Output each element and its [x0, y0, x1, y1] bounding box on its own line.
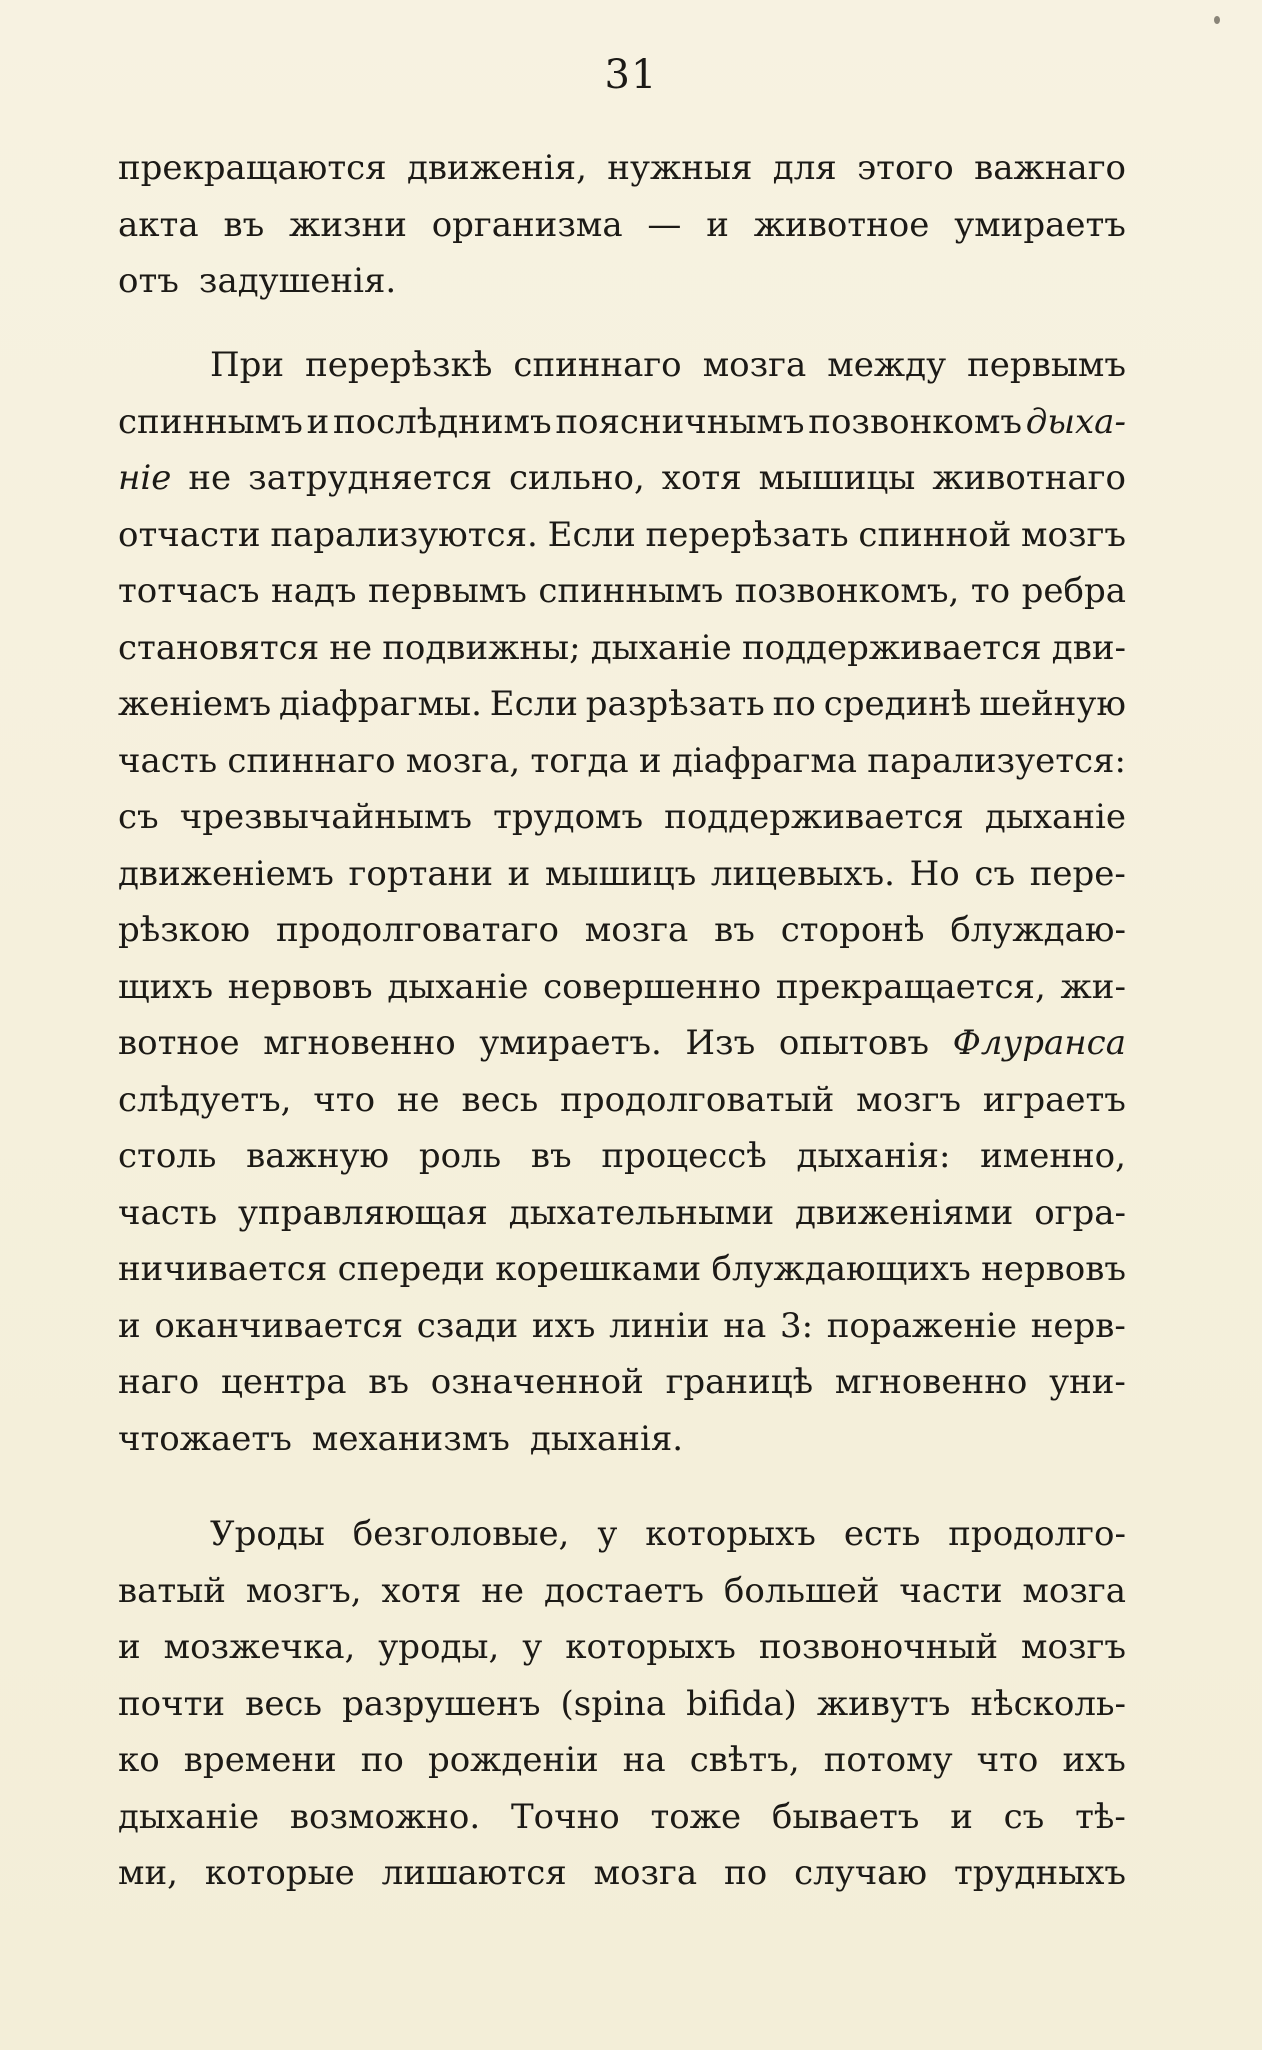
- word: мозга,: [405, 740, 521, 781]
- word: опытовъ: [778, 1023, 930, 1063]
- word: и: [638, 740, 662, 781]
- text-line: [118, 253, 1126, 310]
- word: мозжечка,: [163, 1627, 356, 1667]
- word: то: [970, 571, 1011, 611]
- page-number: 31: [604, 52, 658, 98]
- word: и: [706, 204, 729, 245]
- word: мозга: [593, 1853, 698, 1893]
- word: спереди: [337, 1249, 485, 1289]
- word: играетъ: [982, 1079, 1126, 1120]
- word: именно,: [980, 1136, 1126, 1176]
- word: ко: [118, 1740, 160, 1780]
- word: на: [622, 1740, 666, 1780]
- word: оканчивается: [154, 1305, 404, 1346]
- word: процессѣ: [601, 1136, 767, 1176]
- word: Если: [547, 514, 636, 555]
- word: поддерживается: [664, 797, 964, 837]
- word: у: [597, 1514, 618, 1554]
- word: часть: [118, 740, 218, 781]
- word: трудомъ: [493, 797, 644, 837]
- text-line: [118, 620, 1126, 677]
- word: разрѣзать: [585, 684, 765, 724]
- word: линіи: [609, 1305, 710, 1346]
- word: нервовъ: [981, 1249, 1126, 1289]
- text-line: [118, 1298, 1126, 1355]
- page-blemish: [1214, 16, 1220, 24]
- word: тотчасъ: [118, 571, 260, 611]
- word: блуждаю-: [950, 910, 1126, 950]
- word: не: [481, 1570, 525, 1611]
- word: достаетъ: [543, 1570, 705, 1611]
- word: животное: [753, 204, 930, 245]
- text-line: [118, 1015, 1126, 1072]
- word: по: [360, 1740, 404, 1780]
- word: свѣтъ,: [689, 1740, 800, 1780]
- word: ихъ: [531, 1305, 596, 1346]
- word: нерв-: [1030, 1305, 1126, 1346]
- word: роль: [418, 1136, 502, 1176]
- word: по: [724, 1853, 768, 1893]
- word: сильно,: [509, 458, 645, 498]
- word: съ: [1003, 1796, 1045, 1837]
- word: мозга: [1022, 1570, 1126, 1611]
- word: не: [396, 1079, 440, 1120]
- word: дыханія.: [529, 1418, 684, 1459]
- text-line: [118, 676, 1126, 733]
- word: послѣднимъ: [332, 401, 552, 442]
- text-line: [118, 197, 1126, 254]
- word: дви-: [1051, 627, 1126, 668]
- word: организма: [431, 204, 623, 245]
- word: тогда: [530, 740, 629, 781]
- word: позвонкомъ,: [734, 571, 960, 611]
- word: и: [118, 1627, 141, 1667]
- word: задушенія.: [198, 261, 397, 301]
- word: мышицы: [758, 458, 916, 498]
- word: шейную: [979, 684, 1126, 724]
- word: позвонкомъ: [808, 401, 1023, 442]
- word: рожденіи: [427, 1740, 599, 1780]
- word: трудныхъ: [953, 1853, 1126, 1893]
- word: почти: [118, 1683, 226, 1724]
- word: спиннымъ: [538, 571, 724, 611]
- word: становятся: [118, 627, 320, 668]
- word: парализуются.: [270, 514, 538, 555]
- word: потому: [823, 1740, 953, 1780]
- word: наго: [118, 1362, 200, 1402]
- word: движеніемъ: [118, 853, 334, 894]
- word: и: [118, 1305, 141, 1346]
- word: отчасти: [118, 514, 261, 555]
- text-line: [118, 1789, 1126, 1846]
- word: —: [647, 204, 682, 245]
- word: срединѣ: [823, 684, 972, 724]
- word: мозгъ: [856, 1079, 962, 1120]
- word: умираетъ.: [479, 1023, 662, 1063]
- word: для: [772, 148, 837, 188]
- word: есть: [843, 1514, 921, 1554]
- word: въ: [530, 1136, 572, 1176]
- word: ватый: [118, 1570, 226, 1611]
- word: продолго-: [948, 1514, 1126, 1554]
- word: по: [772, 684, 816, 724]
- word: мышицъ: [544, 853, 697, 894]
- word: парализуется:: [867, 740, 1126, 781]
- text-line: [118, 1506, 1126, 1563]
- word: Флуранса: [952, 1023, 1126, 1063]
- word: и: [507, 853, 531, 894]
- word: на: [723, 1305, 767, 1346]
- word: съ: [118, 797, 159, 837]
- word: мозгъ: [1021, 1627, 1126, 1667]
- word: и: [950, 1796, 973, 1837]
- word: дыханіе: [590, 627, 732, 668]
- word: первымъ: [368, 571, 527, 611]
- word: слѣдуетъ,: [118, 1079, 292, 1120]
- word: которыхъ: [565, 1627, 736, 1667]
- word: не: [188, 458, 232, 498]
- word: живутъ: [816, 1683, 951, 1724]
- word: продолговатый: [560, 1079, 835, 1120]
- word: сторонѣ: [780, 910, 925, 950]
- word: ми,: [118, 1853, 178, 1893]
- word: ребра: [1021, 571, 1126, 611]
- word: дыхательными: [508, 1192, 775, 1233]
- word: что: [313, 1079, 376, 1120]
- word: діафрагма: [671, 740, 858, 781]
- text-line: [118, 140, 1126, 197]
- word: хотя: [661, 458, 742, 498]
- word: пораженіе: [826, 1305, 1017, 1346]
- text-line: [118, 1619, 1126, 1676]
- word: поддерживается: [741, 627, 1042, 668]
- word: позвоночный: [758, 1627, 999, 1667]
- word: случаю: [794, 1853, 928, 1893]
- word: уни-: [1049, 1362, 1126, 1402]
- text-line: [118, 1128, 1126, 1185]
- word: блуждающихъ: [711, 1249, 971, 1289]
- word: Точно: [510, 1796, 620, 1837]
- word: важнаго: [974, 148, 1126, 188]
- paragraph-2: [118, 337, 1126, 1467]
- word: хотя: [381, 1570, 462, 1611]
- word: животнаго: [932, 458, 1126, 498]
- word: Но: [909, 853, 960, 894]
- word: нужныя: [607, 148, 753, 188]
- word: спиннаго: [513, 345, 682, 385]
- word: этого: [857, 148, 954, 188]
- word: между: [827, 345, 947, 385]
- word: съ: [974, 853, 1016, 894]
- word: ніе: [118, 458, 172, 498]
- word: дыханіе: [387, 966, 529, 1007]
- word: механизмъ: [311, 1418, 510, 1459]
- word: спинной: [858, 514, 1012, 555]
- word: движеніями: [795, 1192, 1014, 1233]
- word: въ: [368, 1362, 410, 1402]
- word: мозгъ: [1021, 514, 1126, 555]
- word: столь: [118, 1136, 217, 1176]
- word: рѣзкою: [118, 910, 251, 950]
- text-line: [118, 1845, 1126, 1902]
- word: подвижны;: [382, 627, 581, 668]
- word: лишаются: [381, 1853, 567, 1893]
- text-line: [118, 507, 1126, 564]
- word: возможно.: [289, 1796, 481, 1837]
- word: весь: [245, 1683, 322, 1724]
- text-line: [118, 1185, 1126, 1242]
- word: бываетъ: [771, 1796, 920, 1837]
- text-line: [118, 1676, 1126, 1733]
- word: разрушенъ: [342, 1683, 541, 1724]
- word: лицевыхъ.: [710, 853, 895, 894]
- word: въ: [714, 910, 755, 950]
- word: которые: [204, 1853, 355, 1893]
- word: движенія,: [406, 148, 587, 188]
- word: весь: [461, 1079, 539, 1120]
- word: дыханіе: [118, 1796, 260, 1837]
- word: акта: [118, 204, 199, 245]
- word: и: [306, 401, 330, 442]
- word: мгновенно: [263, 1023, 456, 1063]
- word: bifida): [686, 1683, 797, 1724]
- word: тѣ-: [1075, 1796, 1126, 1837]
- word: тоже: [650, 1796, 742, 1837]
- word: прекращается,: [775, 966, 1046, 1007]
- word: границѣ: [665, 1362, 814, 1402]
- word: дыханія:: [796, 1136, 951, 1176]
- word: ихъ: [1062, 1740, 1126, 1780]
- word: жизни: [289, 204, 407, 245]
- word: сзади: [416, 1305, 519, 1346]
- word: дыханіе: [984, 797, 1126, 837]
- word: части: [899, 1570, 1003, 1611]
- word: не: [329, 627, 373, 668]
- text-line: [118, 1072, 1126, 1129]
- word: умираетъ: [954, 204, 1126, 245]
- paragraph-1: [118, 140, 1126, 310]
- word: первымъ: [967, 345, 1126, 385]
- text-line: [118, 789, 1126, 846]
- word: надъ: [271, 571, 357, 611]
- word: управляющая: [238, 1192, 488, 1233]
- word: (spina: [560, 1683, 667, 1724]
- text-line: [118, 337, 1126, 394]
- word: безголовые,: [352, 1514, 570, 1554]
- word: Изъ: [685, 1023, 756, 1063]
- text-line: [118, 1411, 1126, 1468]
- text-line: [118, 563, 1126, 620]
- word: что: [976, 1740, 1039, 1780]
- word: часть: [118, 1192, 218, 1233]
- word: огра-: [1034, 1192, 1126, 1233]
- word: продолговатаго: [275, 910, 559, 950]
- word: ничивается: [118, 1249, 328, 1289]
- word: времени: [183, 1740, 337, 1780]
- word: перерѣзать: [645, 514, 849, 555]
- text-line: [118, 1241, 1126, 1298]
- text-line: [118, 450, 1126, 507]
- word: 3:: [779, 1305, 814, 1346]
- word: гортани: [348, 853, 493, 894]
- word: Если: [489, 684, 578, 724]
- word: отъ: [118, 261, 179, 301]
- word: чрезвычайнымъ: [179, 797, 473, 837]
- word: перерѣзкѣ: [305, 345, 493, 385]
- word: спиннаго: [227, 740, 396, 781]
- text-line: [118, 902, 1126, 959]
- text-line: [118, 846, 1126, 903]
- word: корешками: [495, 1249, 702, 1289]
- word: мозгъ,: [245, 1570, 362, 1611]
- word: вотное: [118, 1023, 240, 1063]
- word: нервовъ: [227, 966, 373, 1007]
- text-line: [118, 394, 1126, 451]
- word: означенной: [430, 1362, 644, 1402]
- word: дыха-: [1025, 401, 1126, 442]
- word: жи-: [1060, 966, 1126, 1007]
- text-line: [118, 1563, 1126, 1620]
- word: мозга: [584, 910, 689, 950]
- word: поясничнымъ: [555, 401, 805, 442]
- word: у: [522, 1627, 543, 1667]
- paragraph-3: [118, 1506, 1126, 1902]
- word: щихъ: [118, 966, 214, 1007]
- word: важную: [246, 1136, 390, 1176]
- text-line: [118, 733, 1126, 790]
- word: пере-: [1029, 853, 1126, 894]
- word: въ: [223, 204, 265, 245]
- text-line: [118, 959, 1126, 1016]
- text-line: [118, 1732, 1126, 1789]
- word: чтожаетъ: [118, 1418, 292, 1459]
- word: мгновенно: [834, 1362, 1028, 1402]
- word: Уроды: [210, 1514, 325, 1554]
- word: нѣсколь-: [970, 1683, 1126, 1724]
- word: уроды,: [378, 1627, 500, 1667]
- word: большей: [723, 1570, 880, 1611]
- word: которыхъ: [645, 1514, 816, 1554]
- word: мозга: [702, 345, 807, 385]
- word: діафрагмы.: [279, 684, 482, 724]
- word: совершенно: [543, 966, 762, 1007]
- word: центра: [220, 1362, 347, 1402]
- word: женіемъ: [118, 684, 272, 724]
- word: спиннымъ: [118, 401, 303, 442]
- word: При: [210, 345, 285, 385]
- word: затрудняется: [248, 458, 493, 498]
- word: прекращаются: [118, 148, 387, 188]
- text-line: [118, 1354, 1126, 1411]
